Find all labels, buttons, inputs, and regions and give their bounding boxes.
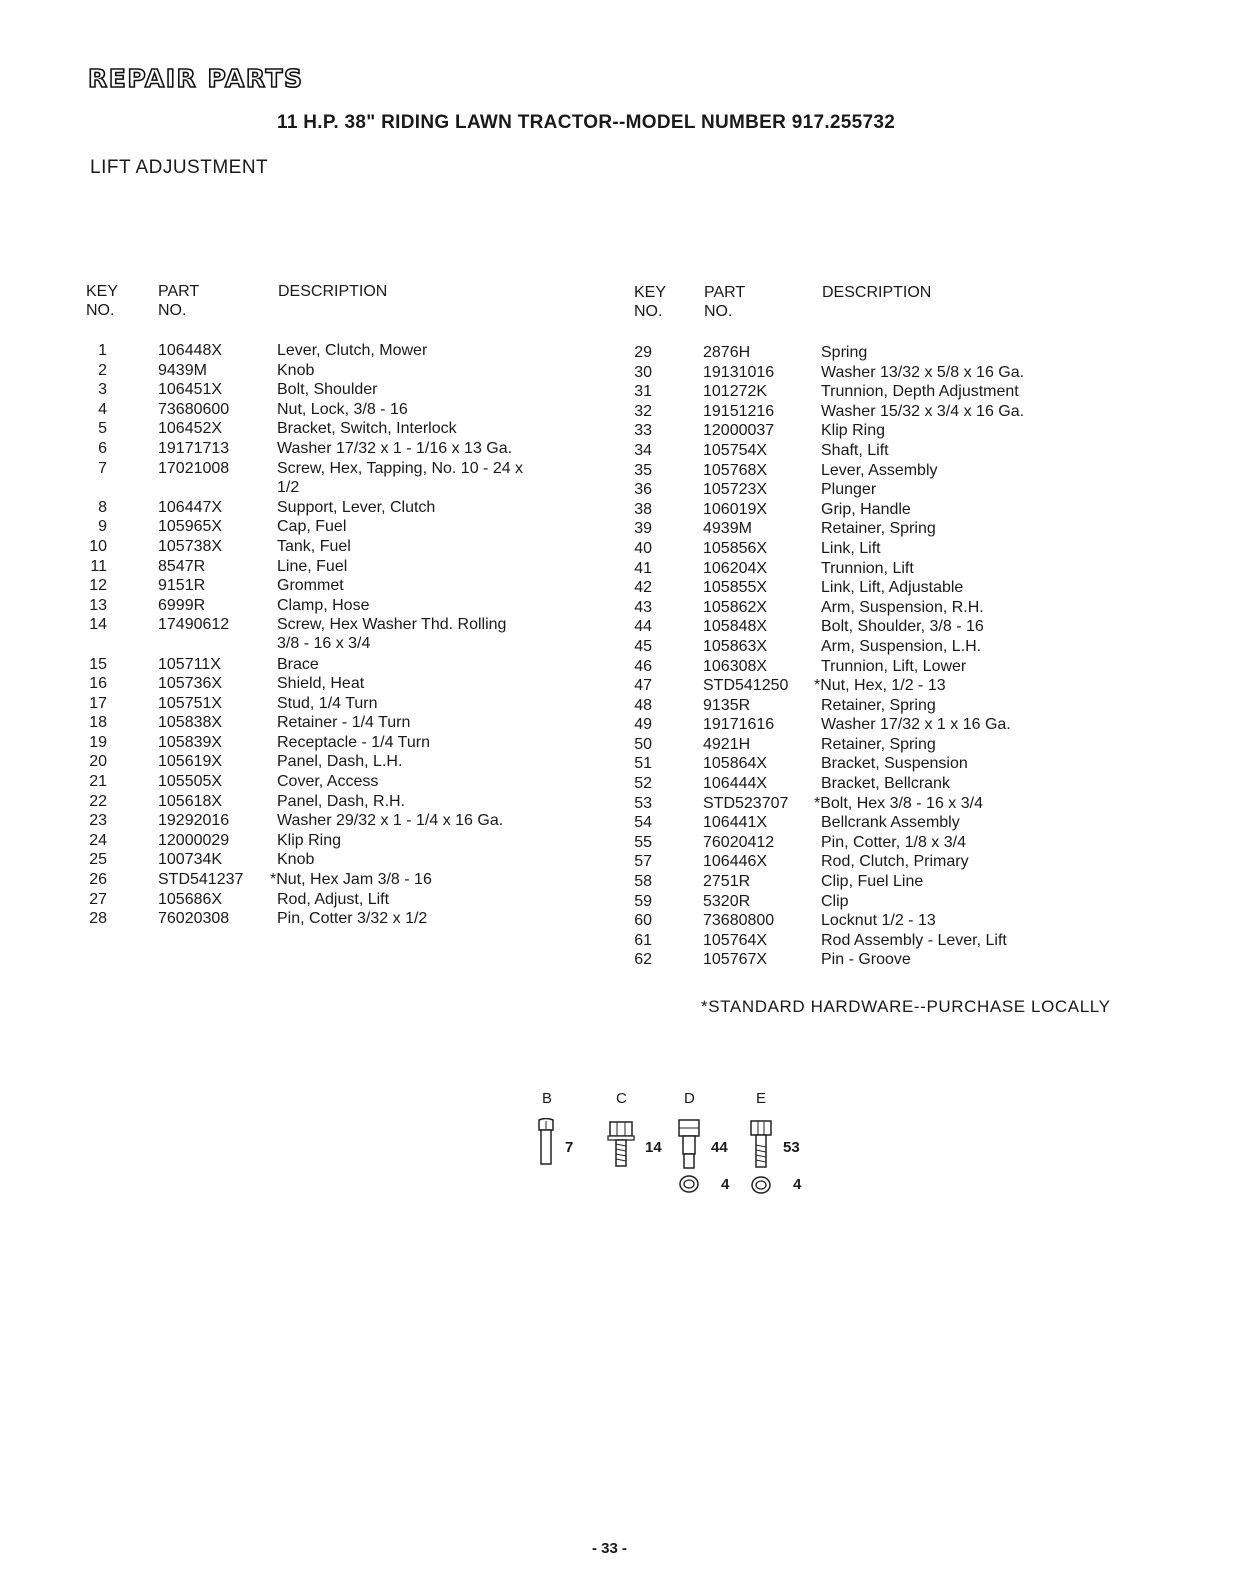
part-description: Bracket, Bellcrank: [821, 775, 950, 793]
part-description: Retainer, Spring: [821, 520, 936, 538]
part-description: Cover, Access: [277, 773, 379, 791]
part-description: Bracket, Switch, Interlock: [277, 420, 457, 438]
column-header-description: DESCRIPTION: [278, 283, 388, 300]
part-number: 105864X: [703, 755, 768, 773]
parts-row: [0, 931, 1244, 951]
brand-heading: REPAIR PARTS: [88, 64, 304, 93]
part-description: Shield, Heat: [277, 675, 365, 693]
key-number: 4: [98, 400, 107, 418]
part-description: Grip, Handle: [821, 500, 911, 518]
parts-row: [0, 852, 1244, 872]
key-number: 46: [634, 657, 652, 675]
part-description: Receptacle - 1/4 Turn: [277, 733, 430, 751]
part-description: Locknut 1/2 - 13: [821, 912, 936, 930]
part-number: 105764X: [703, 931, 768, 949]
key-number: 17: [89, 694, 107, 712]
hardware-letter-e: E: [756, 1090, 767, 1107]
part-description: Rod, Clutch, Primary: [821, 853, 969, 871]
part-number: 106448X: [158, 342, 223, 359]
key-number: 33: [634, 422, 652, 440]
shoulder-bolt-icon: [536, 1118, 556, 1166]
part-number: 105618X: [158, 792, 223, 810]
parts-row: [0, 676, 1244, 696]
part-number: 105686X: [158, 890, 223, 908]
key-number: 51: [634, 755, 652, 773]
part-number: 6999R: [158, 596, 206, 614]
parts-list-right: [0, 343, 1244, 970]
part-number: 105711X: [158, 655, 221, 673]
part-description: Pin, Cotter, 1/8 x 3/4: [821, 833, 966, 851]
part-description: Arm, Suspension, R.H.: [821, 598, 984, 616]
part-number: 73680800: [703, 912, 775, 930]
key-number: 26: [89, 871, 107, 889]
part-number: 106446X: [703, 853, 768, 871]
key-number: 2: [98, 361, 107, 379]
part-number: 105723X: [703, 481, 768, 499]
part-number: 19131016: [703, 363, 775, 381]
key-number: 5: [98, 420, 107, 438]
parts-row: [0, 657, 1244, 677]
part-description: Arm, Suspension, L.H.: [821, 637, 982, 655]
hardware-nut-key-d: 4: [721, 1176, 730, 1193]
key-number: 10: [89, 537, 107, 555]
key-number: 21: [89, 773, 107, 791]
part-description: Clip, Fuel Line: [821, 873, 924, 891]
key-number: 29: [634, 344, 652, 361]
part-number: 105738X: [158, 537, 223, 555]
key-number: 9: [98, 518, 107, 536]
part-number: 19151216: [703, 402, 775, 420]
parts-row: [0, 480, 1244, 500]
parts-row: [0, 950, 1244, 970]
part-number: 9135R: [703, 696, 751, 714]
part-description: Klip Ring: [277, 831, 342, 849]
part-number: 2876H: [703, 344, 751, 361]
key-number: 38: [634, 500, 652, 518]
part-number: 76020308: [158, 910, 230, 928]
key-number: 43: [634, 598, 652, 616]
key-number: 53: [634, 794, 652, 812]
column-header-part: PART NO.: [704, 284, 746, 320]
section-title: LIFT ADJUSTMENT: [90, 157, 269, 178]
part-number: 73680600: [158, 400, 230, 418]
key-number: 54: [634, 814, 652, 832]
column-header-key: KEY NO.: [634, 284, 667, 320]
parts-row: [0, 500, 1244, 520]
part-description: Trunnion, Lift, Lower: [821, 657, 967, 675]
key-number: 7: [98, 459, 107, 477]
key-number: 39: [634, 520, 652, 538]
parts-row: [0, 519, 1244, 539]
parts-row: [0, 774, 1244, 794]
part-number: 106308X: [703, 657, 768, 675]
part-number: 105863X: [703, 637, 768, 655]
part-description: Bellcrank Assembly: [821, 814, 960, 832]
part-description: Brace: [277, 655, 319, 673]
part-number: 106204X: [703, 559, 768, 577]
column-header-key: KEY NO.: [86, 283, 119, 319]
part-description: Washer 17/32 x 1 x 16 Ga.: [821, 716, 1011, 734]
key-number: 32: [634, 402, 652, 420]
key-number: 61: [634, 931, 652, 949]
key-number: 1: [98, 342, 107, 359]
key-number: 15: [89, 655, 107, 673]
part-description: Washer 15/32 x 3/4 x 16 Ga.: [821, 402, 1025, 420]
key-number: 27: [89, 890, 107, 908]
part-number: 19292016: [158, 812, 230, 830]
parts-row: [0, 696, 1244, 716]
part-number: 100734K: [158, 851, 223, 869]
parts-row: [0, 735, 1244, 755]
part-description: Trunnion, Lift: [821, 559, 914, 577]
parts-row: [0, 794, 1244, 814]
hardware-key-e: 53: [783, 1139, 800, 1156]
key-number: 40: [634, 539, 652, 557]
key-number: 22: [89, 792, 107, 810]
key-number: 58: [634, 873, 652, 891]
hardware-letter-d: D: [684, 1090, 695, 1107]
part-number: 105856X: [703, 539, 768, 557]
key-number: 42: [634, 579, 652, 597]
part-number: 12000037: [703, 422, 775, 440]
part-number: 105751X: [158, 694, 223, 712]
key-number: 31: [634, 383, 652, 401]
parts-row: [0, 559, 1244, 579]
part-description: Retainer, Spring: [821, 735, 936, 753]
part-description: Bolt, Shoulder, 3/8 - 16: [821, 618, 984, 636]
part-number: 5320R: [703, 892, 751, 910]
part-description: Spring: [821, 344, 868, 361]
column-header-part: PART NO.: [158, 283, 200, 319]
key-number: 8: [98, 498, 107, 516]
part-description: Retainer, Spring: [821, 696, 936, 714]
parts-row: [0, 911, 1244, 931]
part-description: Shaft, Lift: [821, 441, 889, 459]
part-number: 106452X: [158, 420, 223, 438]
part-description: Retainer - 1/4 Turn: [277, 714, 411, 732]
part-number: 8547R: [158, 557, 206, 575]
part-description: Lever, Assembly: [821, 461, 938, 479]
parts-row: [0, 813, 1244, 833]
parts-row: [0, 461, 1244, 481]
shoulder-bolt-hex-icon: [676, 1116, 702, 1170]
key-number: 24: [89, 831, 107, 849]
part-number: 105768X: [703, 461, 768, 479]
part-number: 4939M: [703, 520, 752, 538]
part-description: Cap, Fuel: [277, 518, 347, 536]
key-number: 57: [634, 853, 652, 871]
part-description: Screw, Hex, Tapping, No. 10 - 24 x 1/2: [277, 459, 524, 496]
part-description: Link, Lift, Adjustable: [821, 579, 964, 597]
part-description: Clamp, Hose: [277, 596, 370, 614]
hardware-key-c: 14: [645, 1139, 662, 1156]
part-description: Washer 29/32 x 1 - 1/4 x 16 Ga.: [277, 812, 504, 830]
key-number: 41: [634, 559, 652, 577]
key-number: 60: [634, 912, 652, 930]
key-number: 36: [634, 481, 652, 499]
key-number: 45: [634, 637, 652, 655]
key-number: 12: [89, 577, 107, 595]
part-number: 105754X: [703, 441, 768, 459]
part-description: Panel, Dash, R.H.: [277, 792, 406, 810]
part-number: 17021008: [158, 459, 230, 477]
part-number: 101272K: [703, 383, 768, 401]
part-description: *Nut, Hex Jam 3/8 - 16: [270, 871, 432, 889]
parts-row: [0, 343, 1244, 363]
key-number: 48: [634, 696, 652, 714]
parts-row: [0, 382, 1244, 402]
part-description: Grommet: [277, 577, 344, 595]
part-description: Rod, Adjust, Lift: [277, 890, 390, 908]
part-description: Lever, Clutch, Mower: [277, 342, 428, 359]
part-number: 4921H: [703, 735, 751, 753]
part-number: 12000029: [158, 831, 230, 849]
part-description: Panel, Dash, L.H.: [277, 753, 403, 771]
part-number: 2751R: [703, 873, 751, 891]
part-description: Tank, Fuel: [277, 537, 351, 555]
key-number: 23: [89, 812, 107, 830]
hardware-letter-b: B: [542, 1090, 553, 1107]
parts-row: [0, 539, 1244, 559]
part-number: 105848X: [703, 618, 768, 636]
key-number: 6: [98, 439, 107, 457]
key-number: 47: [634, 677, 652, 695]
part-number: 19171713: [158, 439, 230, 457]
part-description: Bracket, Suspension: [821, 755, 968, 773]
parts-row: [0, 833, 1244, 853]
part-number: 19171616: [703, 716, 775, 734]
key-number: 59: [634, 892, 652, 910]
model-title: 11 H.P. 38" RIDING LAWN TRACTOR--MODEL NUMBER 917.255732: [277, 112, 896, 133]
part-description: Washer 13/32 x 5/8 x 16 Ga.: [821, 363, 1025, 381]
part-description: *Bolt, Hex 3/8 - 16 x 3/4: [814, 794, 983, 812]
part-number: STD541250: [703, 677, 789, 695]
part-description: Pin - Groove: [821, 951, 911, 969]
lock-nut-icon: [678, 1174, 700, 1194]
part-number: 105862X: [703, 598, 768, 616]
part-description: Trunnion, Depth Adjustment: [821, 383, 1019, 401]
part-number: 105965X: [158, 518, 223, 536]
part-number: 106019X: [703, 500, 768, 518]
part-number: STD541237: [158, 871, 244, 889]
part-number: 105736X: [158, 675, 223, 693]
part-description: Stud, 1/4 Turn: [277, 694, 378, 712]
part-number: 105619X: [158, 753, 223, 771]
lock-nut-icon: [750, 1175, 772, 1195]
part-description: *Nut, Hex, 1/2 - 13: [814, 677, 946, 695]
part-description: Rod Assembly - Lever, Lift: [821, 931, 1007, 949]
part-description: Klip Ring: [821, 422, 886, 440]
parts-row: [0, 363, 1244, 383]
hardware-key-d: 44: [711, 1139, 728, 1156]
key-number: 52: [634, 775, 652, 793]
column-header-description: DESCRIPTION: [822, 284, 932, 301]
hardware-nut-key-e: 4: [793, 1176, 802, 1193]
part-description: Plunger: [821, 481, 877, 499]
parts-row: [0, 402, 1244, 422]
part-description: Nut, Lock, 3/8 - 16: [277, 400, 408, 418]
part-number: 105767X: [703, 951, 768, 969]
key-number: 50: [634, 735, 652, 753]
key-number: 18: [89, 714, 107, 732]
part-number: 9151R: [158, 577, 206, 595]
key-number: 16: [89, 675, 107, 693]
part-number: 76020412: [703, 833, 775, 851]
parts-row: [0, 892, 1244, 912]
part-description: Knob: [277, 851, 315, 869]
part-number: 105855X: [703, 579, 768, 597]
part-description: Screw, Hex Washer Thd. Rolling 3/8 - 16 x 3/4: [277, 616, 507, 653]
part-number: 106451X: [158, 381, 223, 399]
part-number: 106441X: [703, 814, 768, 832]
part-number: 106447X: [158, 498, 223, 516]
part-number: STD523707: [703, 794, 789, 812]
part-description: Pin, Cotter 3/32 x 1/2: [277, 910, 428, 928]
hex-bolt-icon: [748, 1118, 774, 1170]
part-description: Bolt, Shoulder: [277, 381, 378, 399]
parts-row: [0, 578, 1244, 598]
key-number: 49: [634, 716, 652, 734]
part-number: 106444X: [703, 775, 768, 793]
key-number: 13: [89, 596, 107, 614]
part-number: 105838X: [158, 714, 223, 732]
key-number: 30: [634, 363, 652, 381]
part-description: Link, Lift: [821, 539, 881, 557]
key-number: 34: [634, 441, 652, 459]
part-description: Line, Fuel: [277, 557, 348, 575]
page-number: - 33 -: [592, 1540, 628, 1557]
key-number: 14: [89, 616, 107, 634]
key-number: 11: [90, 557, 107, 575]
parts-row: [0, 637, 1244, 657]
part-number: 9439M: [158, 361, 207, 379]
parts-row: [0, 872, 1244, 892]
key-number: 55: [634, 833, 652, 851]
parts-row: [0, 715, 1244, 735]
part-description: Support, Lever, Clutch: [277, 498, 436, 516]
hex-screw-icon: [606, 1118, 636, 1168]
part-description: Knob: [277, 361, 315, 379]
key-number: 62: [634, 951, 652, 969]
key-number: 3: [98, 381, 107, 399]
hardware-letter-c: C: [616, 1090, 627, 1107]
parts-row: [0, 441, 1244, 461]
key-number: 19: [89, 733, 107, 751]
part-number: 105505X: [158, 773, 223, 791]
parts-row: [0, 421, 1244, 441]
part-description: Clip: [821, 892, 849, 910]
parts-row: [0, 754, 1244, 774]
parts-row: [0, 617, 1244, 637]
key-number: 25: [89, 851, 107, 869]
standard-hardware-note: *STANDARD HARDWARE--PURCHASE LOCALLY: [701, 997, 1111, 1016]
hardware-key-b: 7: [565, 1139, 574, 1156]
key-number: 44: [634, 618, 652, 636]
part-number: 105839X: [158, 733, 223, 751]
part-number: 17490612: [158, 616, 230, 634]
part-description: Washer 17/32 x 1 - 1/16 x 13 Ga.: [277, 439, 513, 457]
key-number: 20: [89, 753, 107, 771]
key-number: 28: [89, 910, 107, 928]
key-number: 35: [634, 461, 652, 479]
parts-row: [0, 598, 1244, 618]
